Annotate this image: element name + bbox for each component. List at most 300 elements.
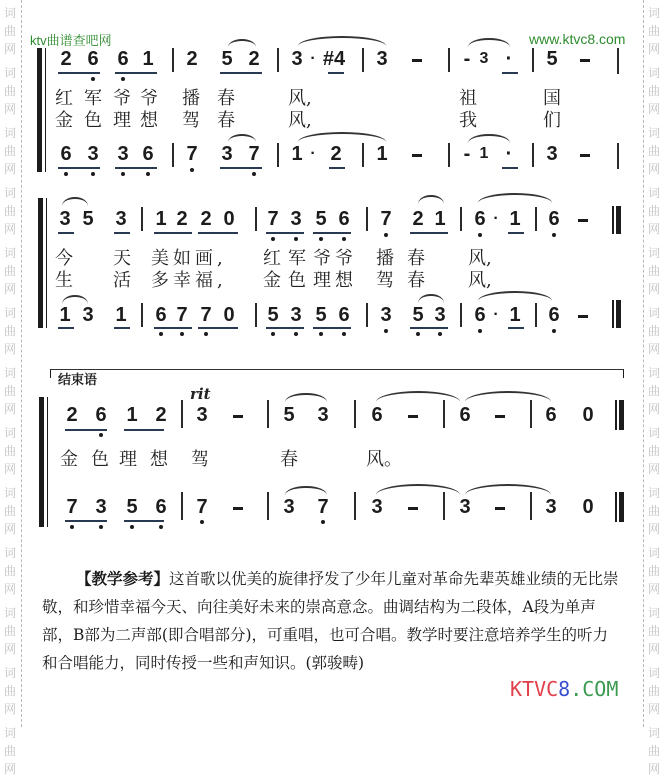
note: 0: [582, 404, 594, 426]
watermark-char: 词: [647, 366, 660, 380]
eighth-underline: [114, 232, 130, 234]
barline: [141, 207, 143, 231]
hold-dash: [408, 507, 418, 510]
logo-part-com: .COM: [570, 677, 619, 701]
watermark-char: 网: [647, 462, 660, 476]
low-octave-dot: [384, 329, 388, 333]
watermark-char: 词: [647, 546, 660, 560]
slur: [418, 195, 444, 204]
site-watermark-url[interactable]: www.ktvc8.com: [529, 31, 626, 47]
watermark-char: 网: [3, 462, 16, 476]
note: 7: [200, 304, 212, 326]
low-octave-dot: [99, 433, 103, 437]
low-octave-dot: [130, 525, 134, 529]
lyric: 色: [91, 449, 109, 470]
note: 5: [82, 208, 94, 230]
watermark-char: 网: [3, 222, 16, 236]
watermark-char: 词: [647, 666, 660, 680]
note: 7: [66, 496, 78, 518]
note: 6: [474, 304, 486, 326]
note: 3: [221, 143, 233, 165]
note: 6: [338, 304, 350, 326]
hold-dash: [495, 415, 505, 418]
lyric: 色: [84, 110, 102, 131]
note: 2: [60, 48, 72, 70]
watermark-char: 词: [647, 486, 660, 500]
watermark-char: 网: [3, 342, 16, 356]
lyric: 驾: [191, 449, 209, 470]
watermark-char: 曲: [647, 264, 660, 278]
watermark-char: 词: [647, 6, 660, 20]
barline: [443, 492, 445, 520]
note: 6: [474, 208, 486, 230]
watermark-char: 词: [647, 126, 660, 140]
barline: [532, 143, 534, 167]
note: 1: [142, 48, 154, 70]
watermark-char: 词: [3, 366, 16, 380]
slur: [418, 294, 444, 303]
watermark-char: 网: [647, 642, 660, 656]
barline: [181, 400, 183, 428]
logo-part-ktvc: KTVC: [510, 677, 559, 701]
note: -: [463, 143, 471, 165]
note: 2: [155, 404, 167, 426]
watermark-char: 网: [3, 402, 16, 416]
final-barline-thin: [612, 206, 614, 234]
note: 6: [548, 208, 560, 230]
low-octave-dot: [190, 168, 194, 172]
lyric: 播: [182, 88, 200, 109]
eighth-underline: [198, 327, 238, 329]
note-sharp: #4: [322, 48, 346, 70]
watermark-char: 曲: [3, 84, 16, 98]
watermark-char: 词: [647, 66, 660, 80]
watermark-char: 曲: [3, 24, 16, 38]
lyric: 想: [140, 110, 158, 131]
hold-dash: [495, 507, 505, 510]
low-octave-dot: [319, 237, 323, 241]
lyric: 春: [217, 110, 235, 131]
tempo-mark-rit: rit: [190, 385, 211, 403]
final-barline-thin: [615, 492, 617, 522]
eighth-underline: [154, 232, 192, 234]
lyric: 想: [150, 449, 168, 470]
hold-dash: [580, 154, 590, 157]
lyric: 驾: [376, 270, 394, 291]
note: 0: [223, 304, 235, 326]
slur: [298, 132, 386, 142]
barline: [617, 143, 619, 169]
coda-bracket-left: [50, 369, 51, 378]
note: 5: [267, 304, 279, 326]
watermark-char: 曲: [647, 444, 660, 458]
eighth-underline: [508, 232, 524, 234]
slur: [478, 193, 552, 203]
barline: [366, 207, 368, 231]
lyric: 爷: [335, 248, 353, 269]
note: 3: [115, 208, 127, 230]
watermark-char: 曲: [3, 384, 16, 398]
coda-bracket-line: [50, 369, 624, 370]
eighth-underline: [328, 72, 344, 74]
note: 2: [176, 208, 188, 230]
watermark-char: 网: [3, 522, 16, 536]
lyric: 红: [55, 88, 73, 109]
low-octave-dot: [319, 332, 323, 336]
eighth-underline: [114, 327, 130, 329]
note: 6: [155, 496, 167, 518]
lyric: 军: [84, 88, 102, 109]
slur: [62, 295, 88, 304]
note: 5: [412, 304, 424, 326]
logo-part-8: 8: [558, 677, 571, 701]
note: 6: [548, 304, 560, 326]
eighth-underline: [502, 72, 518, 74]
watermark-char: 曲: [3, 204, 16, 218]
barline: [535, 303, 537, 327]
watermark-char: 网: [3, 42, 16, 56]
tie: [376, 391, 460, 402]
lyric: 春: [280, 449, 298, 470]
lyric: 想: [335, 270, 353, 291]
low-octave-dot: [294, 237, 298, 241]
slur: [285, 393, 327, 402]
note: 2: [248, 48, 260, 70]
barline: [172, 143, 174, 167]
hold-dash: [578, 315, 588, 318]
eighth-underline: [65, 429, 107, 431]
slur: [468, 134, 510, 143]
system-brace-line: [47, 397, 48, 527]
tie: [465, 391, 551, 402]
note: 3: [371, 496, 383, 518]
watermark-char: 曲: [3, 564, 16, 578]
teaching-reference-text: 这首歌以优美的旋律抒发了少年儿童对革命先辈英雄业绩的无比崇敬，和珍惜幸福今天、向往美好未来的崇高意念。曲调结构为二段体，A段为单声部，B部为二声部(即合唱部分)，可重唱，也可合唱。教学时要注意培养学生的听力和合唱能力，同时传授一些和声知识。(郭骏畴): [42, 570, 619, 672]
ktvc8-logo[interactable]: [510, 677, 618, 701]
note: 6: [87, 48, 99, 70]
low-octave-dot: [64, 172, 68, 176]
note: 7: [380, 208, 392, 230]
barline: [532, 48, 534, 72]
note: ·: [505, 143, 513, 165]
watermark-char: 网: [647, 762, 660, 776]
barline: [460, 303, 462, 327]
dot-augmentation: 1: [479, 145, 489, 162]
lyric: 天: [113, 248, 131, 269]
note: 3: [317, 404, 329, 426]
slur: [478, 291, 552, 301]
hold-dash: [412, 59, 422, 62]
dot-augmentation: ·: [493, 306, 499, 323]
lyric: 风,: [288, 88, 312, 109]
note: 2: [66, 404, 78, 426]
note: 3: [546, 143, 558, 165]
low-octave-dot: [438, 332, 442, 336]
eighth-underline: [124, 429, 164, 431]
watermark-char: 词: [3, 486, 16, 500]
eighth-underline: [58, 72, 100, 74]
note: 3: [59, 208, 71, 230]
lyric: 活: [113, 270, 131, 291]
watermark-char: 网: [3, 702, 16, 716]
watermark-char: 词: [3, 606, 16, 620]
note: 1: [509, 304, 521, 326]
dot-augmentation: ·: [310, 145, 316, 162]
watermark-char: 词: [3, 6, 16, 20]
watermark-char: 曲: [647, 624, 660, 638]
watermark-char: 曲: [647, 144, 660, 158]
note: 5: [315, 208, 327, 230]
note: 2: [200, 208, 212, 230]
low-octave-dot: [342, 237, 346, 241]
lyric: 风,: [468, 270, 492, 291]
note: 5: [546, 48, 558, 70]
note: 5: [221, 48, 233, 70]
lyric: 多幸福,: [151, 270, 227, 291]
watermark-char: 曲: [647, 24, 660, 38]
lyric: 风。: [366, 449, 402, 470]
eighth-underline: [58, 327, 74, 329]
watermark-char: 曲: [3, 144, 16, 158]
lyric: 理: [113, 110, 131, 131]
lyric: 驾: [182, 110, 200, 131]
final-barline-thick: [616, 206, 621, 234]
watermark-char: 网: [3, 282, 16, 296]
note: 2: [186, 48, 198, 70]
lyric: 风,: [468, 248, 492, 269]
hold-dash: [412, 154, 422, 157]
note: 5: [126, 496, 138, 518]
hold-dash: [578, 219, 588, 222]
barline: [277, 48, 279, 72]
note: 3: [291, 48, 303, 70]
low-octave-dot: [478, 233, 482, 237]
eighth-underline: [220, 167, 262, 169]
lyric: 春: [217, 88, 235, 109]
barline: [366, 303, 368, 327]
eighth-underline: [198, 232, 238, 234]
watermark-char: 词: [647, 606, 660, 620]
watermark-char: 曲: [3, 444, 16, 458]
barline: [443, 400, 445, 428]
note: 1: [434, 208, 446, 230]
watermark-char: 曲: [3, 744, 16, 758]
barline: [255, 207, 257, 231]
watermark-char: 网: [647, 42, 660, 56]
note: ·: [505, 48, 513, 70]
low-octave-dot: [321, 520, 325, 524]
system-brace-line: [45, 48, 46, 172]
watermark-char: 曲: [3, 324, 16, 338]
note: 6: [545, 404, 557, 426]
eighth-underline: [410, 232, 448, 234]
low-octave-dot: [70, 525, 74, 529]
note: 3: [82, 304, 94, 326]
system-brace: [39, 397, 44, 527]
lyric: 播: [376, 248, 394, 269]
watermark-char: 曲: [647, 204, 660, 218]
note: 6: [371, 404, 383, 426]
barline: [255, 303, 257, 327]
watermark-char: 网: [3, 762, 16, 776]
note: 7: [186, 143, 198, 165]
barline: [172, 48, 174, 72]
note: -: [463, 48, 471, 70]
watermark-char: 曲: [3, 504, 16, 518]
note: 1: [59, 304, 71, 326]
eighth-underline: [313, 327, 351, 329]
coda-bracket-right: [623, 369, 624, 378]
watermark-char: 曲: [647, 744, 660, 758]
note: 7: [248, 143, 260, 165]
coda-section-label: 结束语: [58, 373, 98, 388]
note: 1: [155, 208, 167, 230]
lyric: 理: [313, 270, 331, 291]
eighth-underline: [115, 167, 157, 169]
lyric: 红: [263, 248, 281, 269]
lyric: 爷: [140, 88, 158, 109]
barline: [362, 48, 364, 72]
lyric: 色: [288, 270, 306, 291]
low-octave-dot: [121, 77, 125, 81]
watermark-char: 曲: [3, 684, 16, 698]
watermark-char: 网: [3, 162, 16, 176]
lyric: 春: [407, 270, 425, 291]
slur: [228, 39, 256, 47]
system-brace: [37, 48, 42, 172]
barline: [530, 400, 532, 428]
barline: [460, 207, 462, 231]
eighth-underline: [502, 167, 518, 169]
low-octave-dot: [99, 525, 103, 529]
lyric: 祖: [459, 88, 477, 109]
watermark-right-divider: [643, 0, 644, 727]
lyric: 爷: [313, 248, 331, 269]
watermark-char: 曲: [647, 684, 660, 698]
note: 3: [196, 404, 208, 426]
watermark-char: 词: [3, 126, 16, 140]
note: 3: [290, 208, 302, 230]
eighth-underline: [124, 520, 164, 522]
watermark-char: 网: [3, 102, 16, 116]
barline: [448, 48, 450, 72]
note: 3: [283, 496, 295, 518]
watermark-char: 曲: [647, 564, 660, 578]
barline: [362, 143, 364, 167]
barline: [535, 207, 537, 231]
hold-dash: [408, 415, 418, 418]
watermark-char: 网: [647, 702, 660, 716]
watermark-char: 网: [647, 522, 660, 536]
watermark-char: 词: [3, 66, 16, 80]
watermark-char: 曲: [647, 504, 660, 518]
low-octave-dot: [294, 332, 298, 336]
note: 1: [126, 404, 138, 426]
site-watermark-link[interactable]: ktv曲谱查吧网: [30, 33, 112, 48]
eighth-underline: [220, 72, 262, 74]
eighth-underline: [58, 232, 74, 234]
barline: [267, 400, 269, 428]
note: 3: [380, 304, 392, 326]
lyric: 美如画,: [151, 248, 227, 269]
barline: [448, 143, 450, 167]
low-octave-dot: [204, 332, 208, 336]
lyric: 们: [543, 110, 561, 131]
barline: [617, 48, 619, 74]
note: 3: [376, 48, 388, 70]
lyric: 春: [407, 248, 425, 269]
note: 7: [317, 496, 329, 518]
hold-dash: [233, 415, 243, 418]
eighth-underline: [266, 232, 304, 234]
low-octave-dot: [478, 329, 482, 333]
lyric: 生: [55, 270, 73, 291]
watermark-char: 词: [3, 546, 16, 560]
note: 7: [267, 208, 279, 230]
eighth-underline: [410, 327, 448, 329]
barline: [354, 492, 356, 520]
barline: [277, 143, 279, 167]
eighth-underline: [313, 232, 351, 234]
system-brace-line: [46, 198, 47, 328]
hold-dash: [580, 59, 590, 62]
teaching-reference-label: 【教学参考】: [76, 569, 170, 588]
watermark-char: 网: [3, 582, 16, 596]
barline: [141, 303, 143, 327]
low-octave-dot: [552, 233, 556, 237]
eighth-underline: [508, 327, 524, 329]
note: 6: [117, 48, 129, 70]
hold-dash: [233, 507, 243, 510]
note: 1: [376, 143, 388, 165]
slur: [285, 486, 327, 495]
note: 6: [60, 143, 72, 165]
eighth-underline: [329, 167, 345, 169]
note: 2: [412, 208, 424, 230]
low-octave-dot: [384, 233, 388, 237]
watermark-char: 网: [3, 642, 16, 656]
eighth-underline: [266, 327, 304, 329]
low-octave-dot: [271, 237, 275, 241]
dot-augmentation: ·: [310, 50, 316, 67]
watermark-char: 网: [647, 162, 660, 176]
watermark-left-column: [0, 0, 20, 776]
lyric: 金: [60, 449, 78, 470]
low-octave-dot: [159, 332, 163, 336]
low-octave-dot: [200, 520, 204, 524]
low-octave-dot: [180, 332, 184, 336]
watermark-char: 词: [3, 426, 16, 440]
note: 5: [315, 304, 327, 326]
final-barline-thick: [619, 492, 624, 522]
watermark-char: 曲: [647, 324, 660, 338]
low-octave-dot: [271, 332, 275, 336]
watermark-char: 词: [3, 666, 16, 680]
eighth-underline: [115, 72, 157, 74]
slur: [468, 38, 510, 47]
barline: [354, 400, 356, 428]
lyric: 金: [55, 110, 73, 131]
watermark-char: 词: [3, 186, 16, 200]
lyric: 国: [543, 88, 561, 109]
low-octave-dot: [252, 172, 256, 176]
note: 5: [283, 404, 295, 426]
note: 3: [545, 496, 557, 518]
watermark-char: 网: [647, 582, 660, 596]
barline: [181, 492, 183, 520]
note: 1: [291, 143, 303, 165]
watermark-char: 词: [3, 306, 16, 320]
